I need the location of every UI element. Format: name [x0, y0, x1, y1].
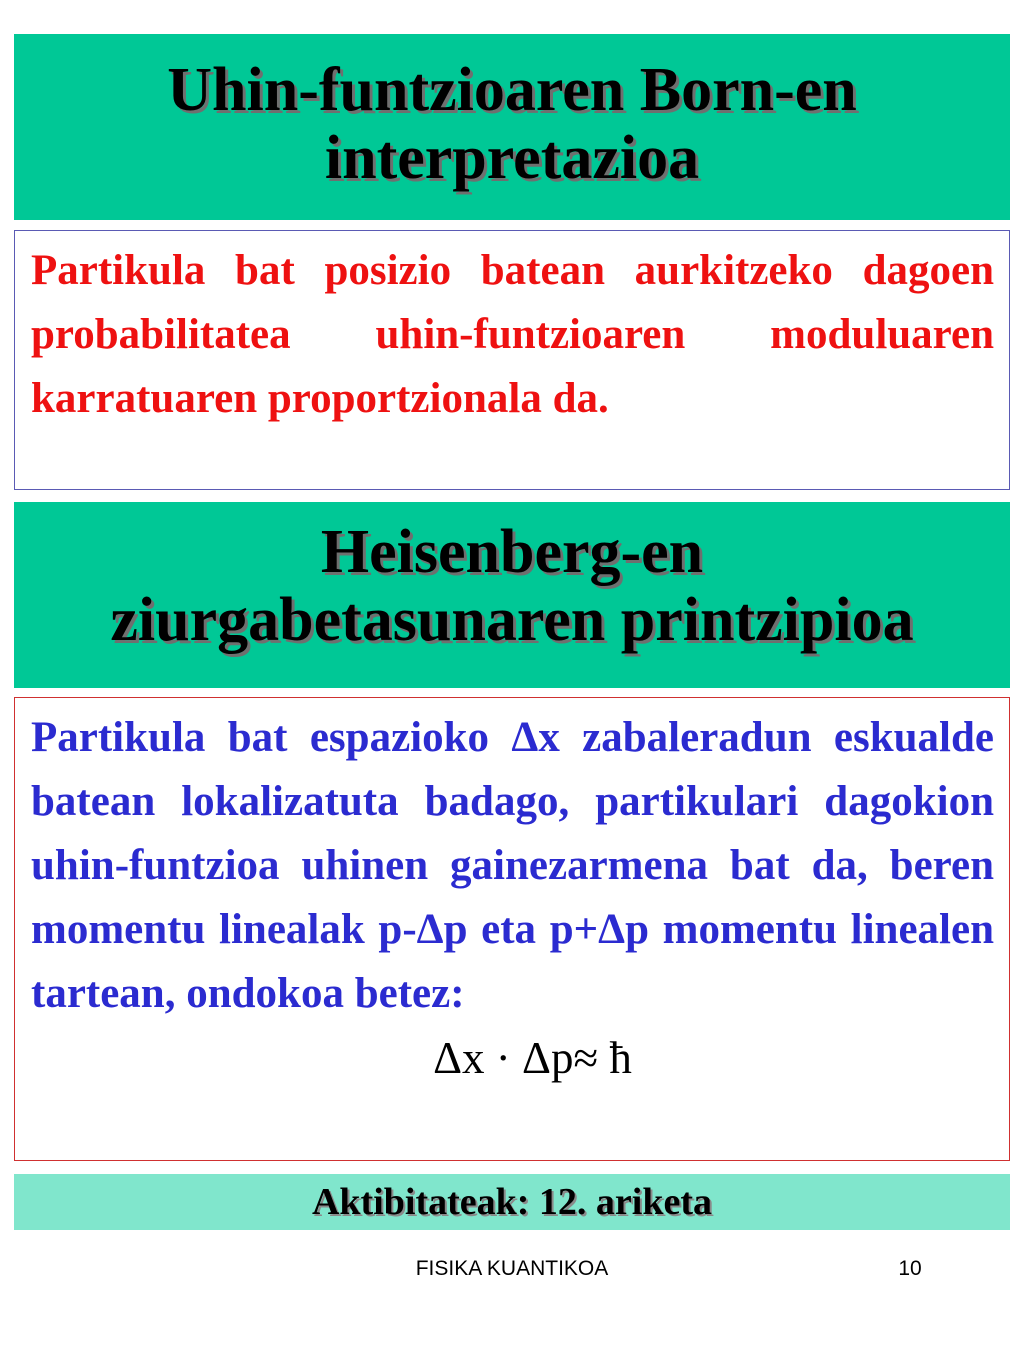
heisenberg-description-box — [14, 697, 1010, 1161]
footer-title: FISIKA KUANTIKOA — [415, 1257, 609, 1280]
born-heading-line-1: Uhin-funtzioaren Born-en — [167, 56, 857, 124]
heisenberg-description-text: Partikula bat espazioko Δx zabaleradun eskualde batean lokalizatuta badago, partikulari dagokion uhin-funtzioa uhinen gainezarmena bat da, beren momentu linealak p-Δp eta p+Δp momentu linealen tartean, ondokoa betez: — [31, 714, 994, 1017]
born-heading-banner — [14, 34, 1010, 220]
heisenberg-heading-line-1: Heisenberg-en — [320, 518, 704, 586]
uncertainty-formula: Δx · Δp≈ ħ — [433, 1033, 632, 1083]
heisenberg-heading-line-2: ziurgabetasunaren printzipioa — [110, 586, 914, 654]
page-number: 10 — [898, 1257, 922, 1280]
heisenberg-heading-banner — [14, 502, 1010, 688]
born-description-box — [14, 230, 1010, 490]
activity-label: Aktibitateak: 12. ariketa — [311, 1181, 713, 1223]
activity-bar — [14, 1174, 1010, 1230]
born-heading-line-2: interpretazioa — [324, 124, 700, 192]
born-description-text: Partikula bat posizio batean aurkitzeko dagoen probabilitatea uhin-funtzioaren moduluaren karratuaren proportzionala da. — [31, 247, 994, 422]
